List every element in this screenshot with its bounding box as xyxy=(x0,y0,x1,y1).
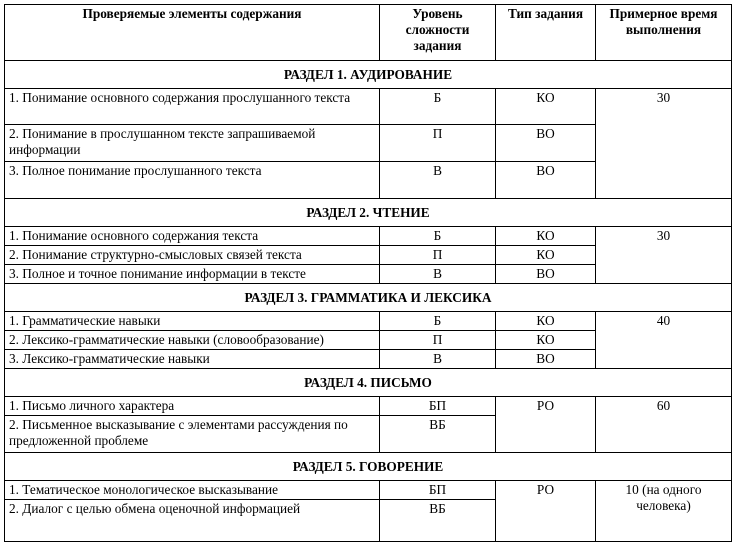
element-cell: 3. Полное понимание прослушанного текста xyxy=(5,162,380,199)
time-cell: 40 xyxy=(596,312,732,369)
time-cell: 30 xyxy=(596,89,732,199)
element-cell: 2. Лексико-грамматические навыки (словообразование) xyxy=(5,331,380,350)
element-cell: 2. Понимание структурно-смысловых связей текста xyxy=(5,246,380,265)
table-row xyxy=(5,397,732,416)
type-cell: РО xyxy=(496,397,596,453)
element-cell: 1. Понимание основного содержания текста xyxy=(5,227,380,246)
section-title: РАЗДЕЛ 2. ЧТЕНИЕ xyxy=(5,199,732,227)
type-cell: КО xyxy=(496,331,596,350)
type-cell: КО xyxy=(496,312,596,331)
level-cell: Б xyxy=(380,89,496,125)
type-cell: ВО xyxy=(496,265,596,284)
level-cell: ВБ xyxy=(380,416,496,453)
table-row xyxy=(5,481,732,500)
header-time: Примерное время выполнения xyxy=(596,5,732,61)
table-row xyxy=(5,89,732,125)
element-cell: 1. Тематическое монологическое высказывание xyxy=(5,481,380,500)
table-row xyxy=(5,227,732,246)
element-cell: 1. Письмо личного характера xyxy=(5,397,380,416)
section-title-row xyxy=(5,369,732,397)
type-cell: ВО xyxy=(496,350,596,369)
level-cell: П xyxy=(380,246,496,265)
level-cell: Б xyxy=(380,227,496,246)
element-cell: 3. Полное и точное понимание информации в тексте xyxy=(5,265,380,284)
type-cell: ВО xyxy=(496,125,596,162)
header-type: Тип задания xyxy=(496,5,596,61)
section-title: РАЗДЕЛ 5. ГОВОРЕНИЕ xyxy=(5,453,732,481)
element-cell: 2. Диалог с целью обмена оценочной информацией xyxy=(5,500,380,542)
level-cell: В xyxy=(380,350,496,369)
time-cell: 30 xyxy=(596,227,732,284)
level-cell: ВБ xyxy=(380,500,496,542)
level-cell: БП xyxy=(380,397,496,416)
section-title-row xyxy=(5,453,732,481)
type-cell: КО xyxy=(496,246,596,265)
section-title-row xyxy=(5,199,732,227)
header-level: Уровень сложности задания xyxy=(380,5,496,61)
time-cell: 60 xyxy=(596,397,732,453)
level-cell: В xyxy=(380,265,496,284)
type-cell: КО xyxy=(496,89,596,125)
element-cell: 1. Грамматические навыки xyxy=(5,312,380,331)
header-elements: Проверяемые элементы содержания xyxy=(5,5,380,61)
level-cell: П xyxy=(380,331,496,350)
level-cell: Б xyxy=(380,312,496,331)
type-cell: ВО xyxy=(496,162,596,199)
element-cell: 2. Письменное высказывание с элементами рассуждения по предложенной проблеме xyxy=(5,416,380,453)
element-cell: 2. Понимание в прослушанном тексте запрашиваемой информации xyxy=(5,125,380,162)
element-cell: 1. Понимание основного содержания прослушанного текста xyxy=(5,89,380,125)
level-cell: БП xyxy=(380,481,496,500)
section-title-row xyxy=(5,61,732,89)
section-title: РАЗДЕЛ 4. ПИСЬМО xyxy=(5,369,732,397)
section-title: РАЗДЕЛ 1. АУДИРОВАНИЕ xyxy=(5,61,732,89)
section-title: РАЗДЕЛ 3. ГРАММАТИКА И ЛЕКСИКА xyxy=(5,284,732,312)
content-specification-table xyxy=(4,4,732,542)
section-title-row xyxy=(5,284,732,312)
level-cell: В xyxy=(380,162,496,199)
type-cell: РО xyxy=(496,481,596,542)
element-cell: 3. Лексико-грамматические навыки xyxy=(5,350,380,369)
table-row xyxy=(5,312,732,331)
type-cell: КО xyxy=(496,227,596,246)
level-cell: П xyxy=(380,125,496,162)
time-cell: 10 (на одного человека) xyxy=(596,481,732,542)
header-row xyxy=(5,5,732,61)
